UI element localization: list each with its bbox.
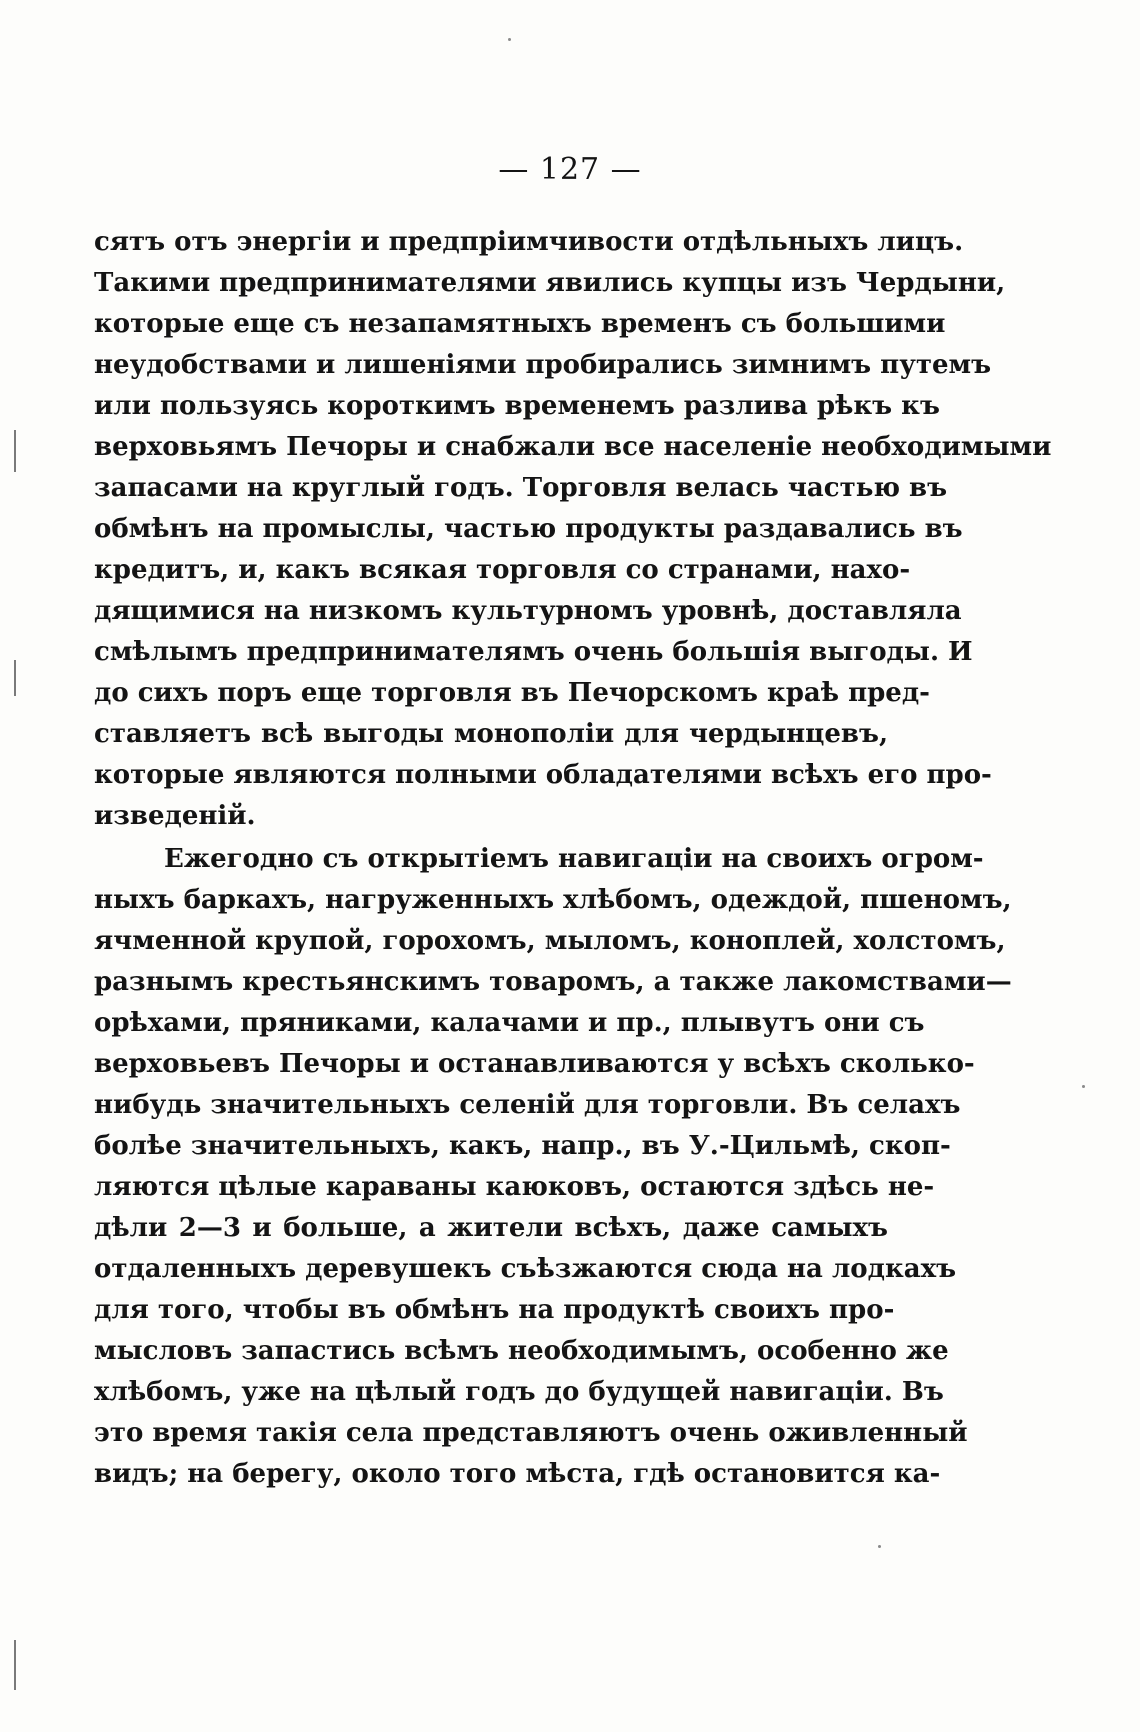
text-line: орѣхами, пряниками, калачами и пр., плывутъ они съ [94,1008,925,1038]
scan-edge-mark-middle [14,660,16,696]
scan-speck-right [1082,1085,1085,1088]
text-line: для того, чтобы въ обмѣнъ на продуктѣ своихъ про- [94,1295,895,1325]
text-line: верховьевъ Печоры и останавливаются у всѣхъ сколько- [94,1049,975,1079]
scan-edge-mark-bottom [14,1640,16,1690]
text-line: видъ; на берегу, около того мѣста, гдѣ остановится ка- [94,1459,941,1489]
text-line: дѣли 2—3 и больше, а жители всѣхъ, даже самыхъ [94,1213,888,1243]
text-line: дящимися на низкомъ культурномъ уровнѣ, доставляла [94,596,962,626]
text-line: обмѣнъ на промыслы, частью продукты раздавались въ [94,514,963,544]
text-line: запасами на круглый годъ. Торговля велась частью въ [94,473,948,503]
text-line: хлѣбомъ, уже на цѣлый годъ до будущей навигаціи. Въ [94,1377,944,1407]
text-line: смѣлымъ предпринимателямъ очень большія выгоды. И [94,637,973,667]
text-line: которые еще съ незапамятныхъ временъ съ большими [94,309,946,339]
text-line: разнымъ крестьянскимъ товаромъ, а также лакомствами— [94,967,1012,997]
text-line: Ежегодно съ открытіемъ навигаціи на своихъ огром- [164,844,984,874]
scan-edge-mark-top [14,430,16,472]
text-line: мысловъ запастись всѣмъ необходимымъ, особенно же [94,1336,949,1366]
text-line: которые являются полными обладателями всѣхъ его про- [94,760,992,790]
text-line: нибудь значительныхъ селеній для торговли. Въ селахъ [94,1090,961,1120]
text-line: ляются цѣлые караваны каюковъ, остаются здѣсь не- [94,1172,935,1202]
text-line: ныхъ баркахъ, нагруженныхъ хлѣбомъ, одеждой, пшеномъ, [94,885,1012,915]
text-line: болѣе значительныхъ, какъ, напр., въ У.-Цильмѣ, скоп- [94,1131,951,1161]
scan-speck-lower [878,1545,881,1548]
paragraph-1 [94,222,1052,837]
text-line: отдаленныхъ деревушекъ съѣзжаются сюда на лодкахъ [94,1254,957,1284]
text-line: ячменной крупой, горохомъ, мыломъ, коноплей, холстомъ, [94,926,1006,956]
text-line: неудобствами и лишеніями пробирались зимнимъ путемъ [94,350,992,380]
scan-speck-top [508,38,511,41]
text-line: кредитъ, и, какъ всякая торговля со странами, нахо- [94,555,911,585]
text-line: до сихъ поръ еще торговля въ Печорскомъ краѣ пред- [94,678,930,708]
text-line: или пользуясь короткимъ временемъ разлива рѣкъ къ [94,391,940,421]
text-line: это время такія села представляютъ очень оживленный [94,1418,968,1448]
text-line: Такими предпринимателями явились купцы изъ Чердыни, [94,268,1006,298]
text-line: сятъ отъ энергіи и предпріимчивости отдѣльныхъ лицъ. [94,227,964,257]
text-line: изведеній. [94,801,256,831]
text-line: ставляетъ всѣ выгоды монополіи для чердынцевъ, [94,719,888,749]
page-number: — 127 — [498,152,642,187]
text-line: верховьямъ Печоры и снабжали все населеніе необходимыми [94,432,1052,462]
body-text [94,222,1052,1495]
paragraph-2 [94,839,1012,1495]
